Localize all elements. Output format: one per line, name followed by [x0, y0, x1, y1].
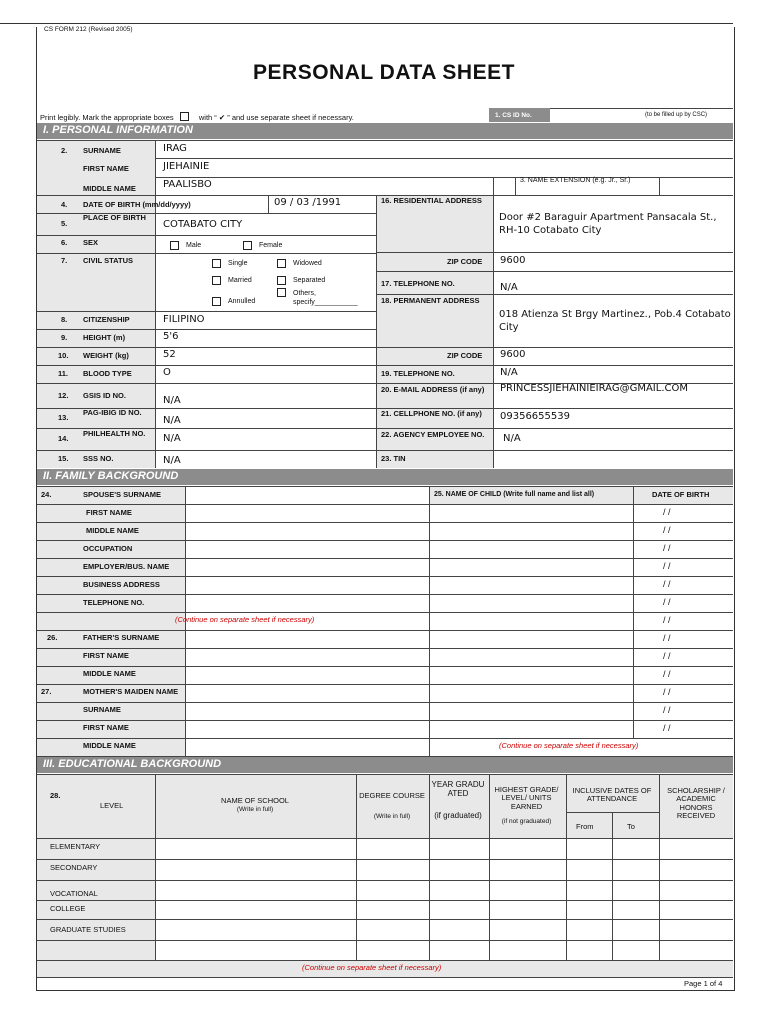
child-dob-slashes[interactable]: / /: [663, 669, 671, 679]
permanent-address-value[interactable]: 018 Atienza St Brgy Martinez., Pob.4 Cotabato City: [499, 309, 731, 333]
weight-label: WEIGHT (kg): [83, 351, 129, 360]
edu-row-line: [37, 940, 733, 941]
residential-zip-value[interactable]: 9600: [500, 255, 526, 266]
blood-type-value[interactable]: O: [163, 367, 171, 378]
telephone17-value[interactable]: N/A: [500, 282, 518, 293]
family-col-line: [633, 486, 634, 738]
grid-line: [37, 253, 376, 254]
grid-line: [37, 311, 376, 312]
item-number: 10.: [58, 351, 69, 360]
edu-col-line: [356, 774, 357, 960]
family-col-line: [185, 486, 186, 756]
highest-grade-header: HIGHEST GRADE/ LEVEL/ UNITS EARNED: [494, 785, 559, 811]
pagibig-label: PAG-IBIG ID NO.: [83, 408, 142, 417]
family-row-line: [37, 540, 733, 541]
grid-line: [376, 271, 733, 272]
family-row-line: [37, 594, 733, 595]
civil-single-checkbox[interactable]: [212, 259, 221, 268]
civil-annulled-checkbox[interactable]: [212, 297, 221, 306]
to-header: To: [627, 822, 635, 831]
highest-grade-subheader: (if not graduated): [501, 818, 552, 825]
father-first-name-label: FIRST NAME: [83, 651, 129, 660]
residential-address-value[interactable]: Door #2 Baraguir Apartment Pansacala St., RH-10 Cotabato City: [499, 212, 717, 236]
residential-address-label: 16. RESIDENTIAL ADDRESS: [381, 196, 482, 205]
civil-others-checkbox[interactable]: [277, 288, 286, 297]
page-title: PERSONAL DATA SHEET: [253, 61, 515, 84]
edu-row-line: [37, 838, 733, 839]
child-dob-slashes[interactable]: / /: [663, 705, 671, 715]
scholarship-header: SCHOLARSHIP / ACADEMIC HONORS RECEIVED: [667, 786, 725, 820]
middle-name-label: MIDDLE NAME: [83, 184, 136, 193]
edu-row-line: [37, 960, 733, 961]
civil-separated-label: Separated: [293, 277, 326, 284]
spouse-telephone-label: TELEPHONE NO.: [83, 598, 145, 607]
item-number: 7.: [61, 256, 68, 265]
email-value[interactable]: PRINCESSJIEHAINIEIRAG@GMAIL.COM: [500, 383, 688, 394]
first-name-label: FIRST NAME: [83, 164, 129, 173]
mother-maiden-label: MOTHER'S MAIDEN NAME: [83, 687, 179, 696]
business-address-label: BUSINESS ADDRESS: [83, 580, 160, 589]
top-rule: [0, 23, 733, 24]
grid-line: [376, 252, 733, 253]
degree-subheader: (Write in full): [373, 813, 411, 820]
permanent-address-label: 18. PERMANENT ADDRESS: [381, 296, 480, 305]
section-personal-header: I. PERSONAL INFORMATION: [37, 123, 733, 139]
item-number: 15.: [58, 454, 69, 463]
mother-first-name-label: FIRST NAME: [83, 723, 129, 732]
citizenship-label: CITIZENSHIP: [83, 315, 130, 324]
spouse-first-name-label: FIRST NAME: [86, 508, 132, 517]
edu-line: [37, 774, 733, 775]
residential-zip-label: ZIP CODE: [447, 257, 483, 266]
pob-label: PLACE OF BIRTH: [83, 213, 146, 222]
child-dob-slashes[interactable]: / /: [663, 579, 671, 589]
agency-employee-label: 22. AGENCY EMPLOYEE NO.: [381, 430, 485, 439]
citizenship-value[interactable]: FILIPINO: [163, 314, 205, 325]
dob-value[interactable]: 09 / 03 /1991: [274, 197, 342, 208]
item-number: 11.: [58, 369, 69, 378]
family-row-line: [37, 720, 733, 721]
item-number: 24.: [41, 490, 52, 499]
email-label: 20. E-MAIL ADDRESS (if any): [381, 385, 485, 394]
degree-header: DEGREE COURSE: [359, 791, 425, 800]
tin-label: 23. TIN: [381, 454, 406, 463]
grid-line: [515, 177, 516, 195]
permanent-zip-value[interactable]: 9600: [500, 349, 526, 360]
grid-line: [37, 140, 733, 141]
child-dob-slashes[interactable]: / /: [663, 543, 671, 553]
edu-col-line: [155, 774, 156, 960]
agency-employee-value[interactable]: N/A: [503, 433, 521, 444]
csid-note: (to be filled up by CSC): [645, 112, 708, 118]
inclusive-dates-header: INCLUSIVE DATES OF ATTENDANCE: [572, 786, 652, 804]
grid-line: [37, 347, 733, 348]
first-name-value[interactable]: JIEHAINIE: [163, 161, 210, 172]
school-header: NAME OF SCHOOL: [221, 796, 289, 805]
child-dob-slashes[interactable]: / /: [663, 687, 671, 697]
grid-line: [155, 158, 733, 159]
page-number: Page 1 of 4: [684, 979, 723, 988]
sss-label: SSS NO.: [83, 454, 114, 463]
telephone19-label: 19. TELEPHONE NO.: [381, 369, 455, 378]
child-dob-slashes[interactable]: / /: [663, 633, 671, 643]
grid-line: [37, 329, 376, 330]
item-number: 4.: [61, 200, 68, 209]
grid-line: [155, 140, 156, 468]
family-row-line: [37, 522, 733, 523]
item-number: 28.: [50, 791, 61, 800]
surname-value[interactable]: IRAG: [163, 143, 187, 154]
item-number: 5.: [61, 219, 68, 228]
spouse-surname-label: SPOUSE'S SURNAME: [83, 490, 162, 499]
grid-line: [376, 294, 733, 295]
child-dob-slashes[interactable]: / /: [663, 597, 671, 607]
edu-row-line: [37, 977, 733, 978]
mother-surname-label: SURNAME: [83, 705, 121, 714]
mother-middle-name-label: MIDDLE NAME: [83, 741, 136, 750]
sex-female-checkbox[interactable]: [243, 241, 252, 250]
grid-line: [659, 177, 660, 195]
item-number: 8.: [61, 315, 68, 324]
family-col-line: [429, 486, 430, 756]
family-row-line: [37, 558, 733, 559]
sex-label: SEX: [83, 238, 99, 247]
family-row-line: [37, 756, 733, 757]
grid-line: [37, 450, 733, 451]
name-extension-label: 3. NAME EXTENSION (e.g. Jr., Sr.): [520, 177, 631, 184]
section-education-header: III. EDUCATIONAL BACKGROUND: [37, 757, 733, 773]
year-graduated-subheader: (if graduated): [434, 811, 482, 820]
family-row-line: [37, 648, 733, 649]
permanent-zip-label: ZIP CODE: [447, 351, 483, 360]
edu-col-line: [612, 812, 613, 960]
family-row-line: [37, 630, 733, 631]
gsis-label: GSIS ID NO.: [83, 391, 126, 400]
family-row-line: [37, 504, 733, 505]
weight-value[interactable]: 52: [163, 349, 176, 360]
family-continue-note: (Continue on separate sheet if necessary): [175, 615, 315, 624]
family-row-line: [37, 576, 733, 577]
edu-row-line: [37, 900, 733, 901]
grid-line: [376, 195, 377, 468]
edu-row-line: [37, 880, 733, 881]
philhealth-label: PHILHEALTH NO.: [83, 429, 146, 438]
edu-row-line: [37, 859, 733, 860]
spouse-middle-name-label: MIDDLE NAME: [86, 526, 139, 535]
civil-married-checkbox[interactable]: [212, 276, 221, 285]
grid-line: [493, 177, 494, 468]
item-number: 27.: [41, 687, 52, 696]
child-dob-slashes[interactable]: / /: [663, 615, 671, 625]
level-header: LEVEL: [100, 801, 124, 810]
family-row-line: [37, 702, 733, 703]
civil-widowed-checkbox[interactable]: [277, 259, 286, 268]
level-college: COLLEGE: [50, 904, 86, 913]
family-row-line: [37, 666, 733, 667]
telephone17-label: 17. TELEPHONE NO.: [381, 279, 455, 288]
height-label: HEIGHT (m): [83, 333, 126, 342]
civil-widowed-label: Widowed: [293, 260, 322, 267]
cellphone-value[interactable]: 09356655539: [500, 411, 570, 422]
item-number: 2.: [61, 146, 68, 155]
edu-col-line: [659, 774, 660, 960]
item-number: 9.: [61, 333, 68, 342]
csid-line: [550, 108, 733, 109]
grid-line: [268, 195, 269, 213]
dob-label: DATE OF BIRTH (mm/dd/yyyy): [83, 200, 191, 209]
family-row-line: [37, 612, 733, 613]
cellphone-label: 21. CELLPHONE NO. (if any): [381, 409, 482, 418]
employer-label: EMPLOYER/BUS. NAME: [83, 562, 170, 571]
civil-married-label: Married: [228, 277, 252, 284]
education-continue-note: (Continue on separate sheet if necessary): [302, 963, 442, 972]
civil-separated-checkbox[interactable]: [277, 276, 286, 285]
item-number: 13.: [58, 413, 69, 422]
instructions-text: Print legibly. Mark the appropriate boxes with “ ✔ ” and use separate sheet if necessary.: [40, 113, 354, 122]
year-graduated-header: YEAR GRADUATED: [431, 780, 485, 799]
civil-annulled-label: Annulled: [228, 298, 256, 305]
checkbox-sample-icon: [180, 112, 189, 121]
sex-female-label: Female: [259, 242, 283, 249]
child-dob-slashes[interactable]: / /: [663, 723, 671, 733]
pagibig-value[interactable]: N/A: [163, 415, 181, 426]
child-name-header: 25. NAME OF CHILD (Write full name and list all): [434, 491, 595, 498]
child-dob-slashes[interactable]: / /: [663, 651, 671, 661]
civil-others-label: Others, specify___________: [293, 290, 358, 307]
edu-row-line: [37, 919, 733, 920]
child-dob-header: DATE OF BIRTH: [652, 490, 710, 499]
level-vocational: VOCATIONAL: [50, 889, 98, 898]
level-graduate-studies: GRADUATE STUDIES: [50, 925, 126, 934]
height-value[interactable]: 5'6: [163, 331, 179, 342]
edu-col-line: [566, 774, 567, 960]
philhealth-value[interactable]: N/A: [163, 433, 181, 444]
telephone19-value[interactable]: N/A: [500, 367, 518, 378]
sex-male-checkbox[interactable]: [170, 241, 179, 250]
civil-status-label: CIVIL STATUS: [83, 256, 134, 265]
level-secondary: SECONDARY: [50, 863, 98, 872]
father-middle-name-label: MIDDLE NAME: [83, 669, 136, 678]
edu-col-line: [429, 774, 430, 960]
item-number: 14.: [58, 434, 69, 443]
middle-name-value[interactable]: PAALISBO: [163, 179, 212, 190]
item-number: 12.: [58, 391, 69, 400]
item-number: 6.: [61, 238, 68, 247]
child-dob-slashes[interactable]: / /: [663, 561, 671, 571]
from-header: From: [576, 822, 594, 831]
gsis-value[interactable]: N/A: [163, 395, 181, 406]
father-surname-label: FATHER'S SURNAME: [83, 633, 160, 642]
surname-label: SURNAME: [83, 146, 121, 155]
level-elementary: ELEMENTARY: [50, 842, 101, 851]
edu-col-line: [489, 774, 490, 960]
civil-single-label: Single: [228, 260, 248, 267]
child-dob-slashes[interactable]: / /: [663, 525, 671, 535]
family-row-line: [37, 738, 733, 739]
csid-label: 1. CS ID No.: [495, 112, 532, 119]
child-dob-slashes[interactable]: / /: [663, 507, 671, 517]
school-subheader: (Write in full): [236, 806, 274, 813]
section-family-header: II. FAMILY BACKGROUND: [37, 469, 733, 485]
blood-type-label: BLOOD TYPE: [83, 369, 132, 378]
grid-line: [37, 235, 376, 236]
education-level-shade: [37, 838, 155, 960]
sex-male-label: Male: [186, 242, 202, 249]
item-number: 26.: [47, 633, 58, 642]
family-row-line: [37, 684, 733, 685]
occupation-label: OCCUPATION: [83, 544, 133, 553]
family-row-line: [37, 486, 733, 487]
grid-line: [37, 365, 733, 366]
children-continue-note: (Continue on separate sheet if necessary): [499, 741, 639, 750]
form-id: CS FORM 212 (Revised 2005): [44, 26, 133, 33]
sss-value[interactable]: N/A: [163, 455, 181, 466]
pob-value[interactable]: COTABATO CITY: [163, 219, 243, 230]
